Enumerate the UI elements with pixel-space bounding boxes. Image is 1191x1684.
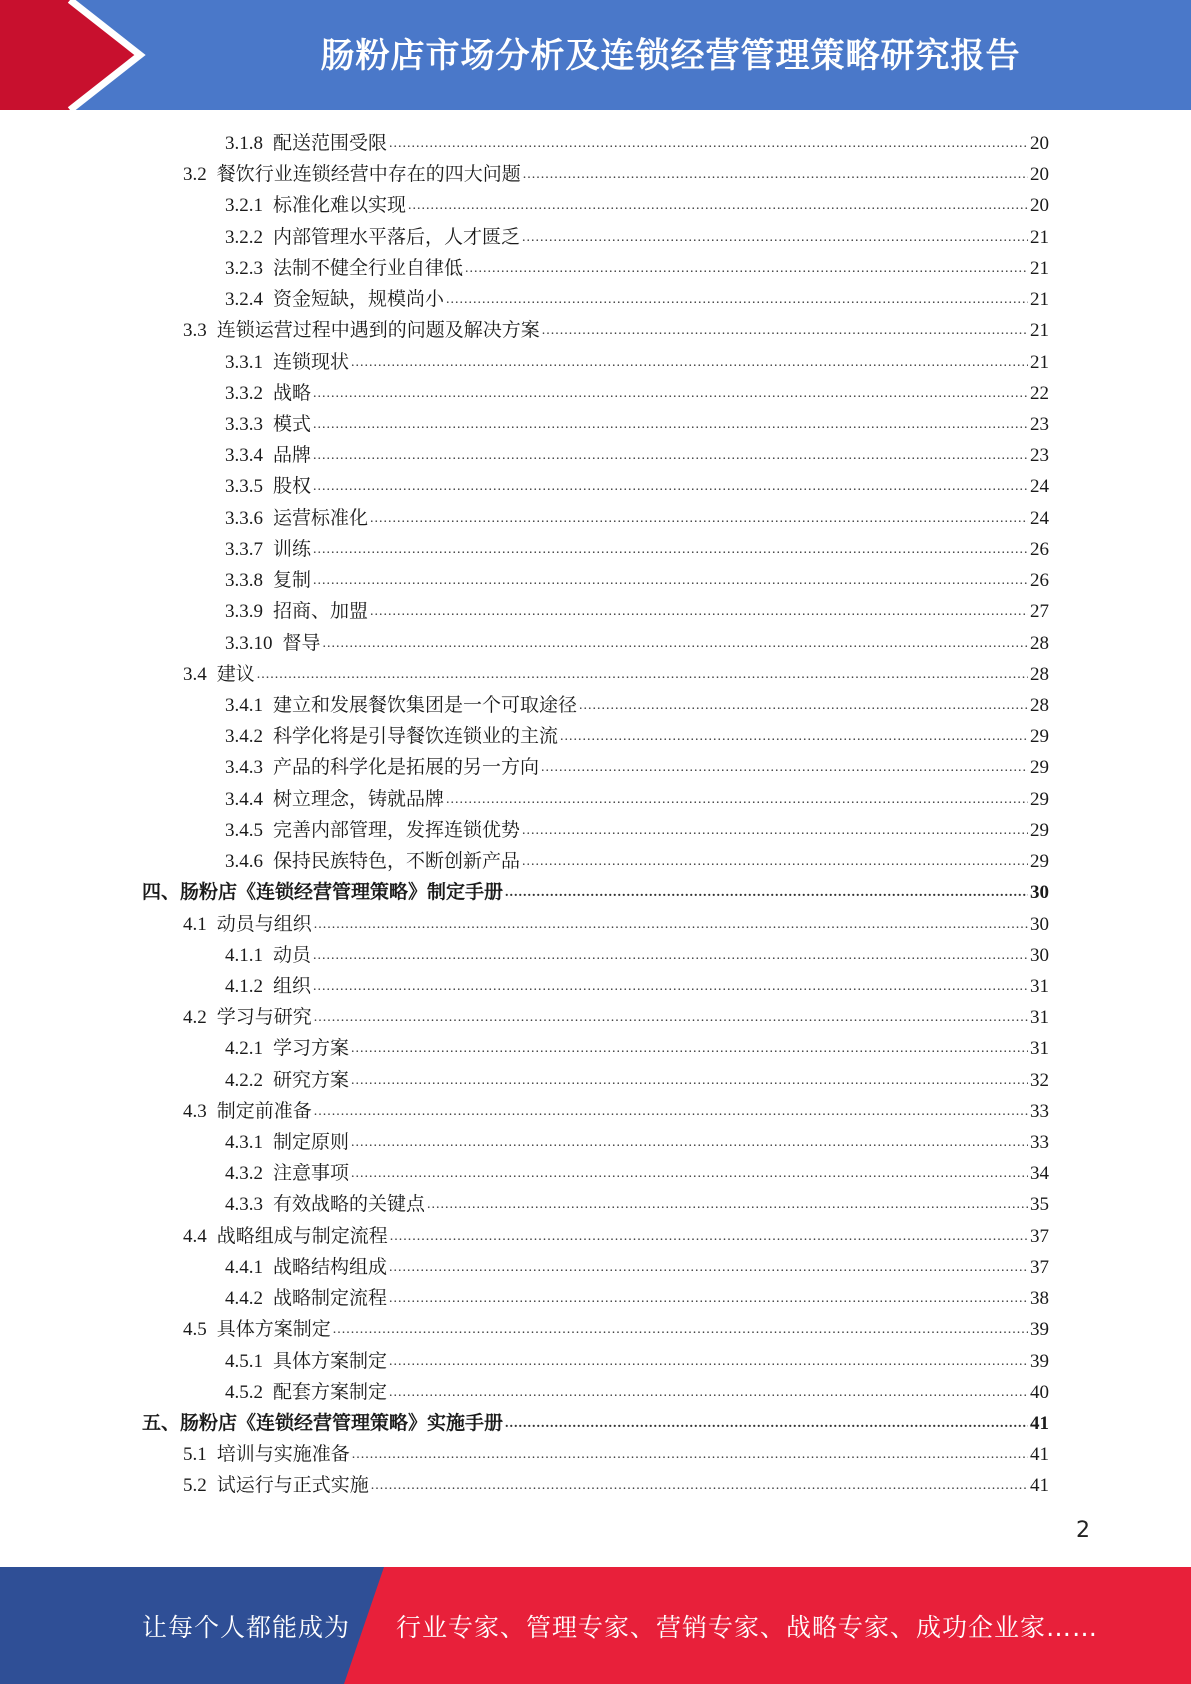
toc-entry-number: 4.4.2 xyxy=(225,1288,263,1310)
toc-entry-page: 40 xyxy=(1030,1381,1049,1403)
toc-leader-dots xyxy=(352,1439,1028,1470)
toc-entry-number: 3.3.6 xyxy=(225,507,263,529)
toc-entry[interactable] xyxy=(225,971,1049,1002)
toc-entry-number: 3.3.2 xyxy=(225,382,263,404)
toc-leader-dots xyxy=(560,721,1028,752)
toc-entry[interactable] xyxy=(183,1470,1049,1501)
toc-entry-page: 30 xyxy=(1030,882,1049,904)
toc-leader-dots xyxy=(522,815,1028,846)
toc-entry[interactable] xyxy=(183,315,1049,346)
toc-leader-dots xyxy=(371,1470,1028,1501)
toc-entry-number: 4.4 xyxy=(183,1225,207,1247)
toc-entry-page: 37 xyxy=(1030,1256,1049,1278)
toc-entry-page: 33 xyxy=(1030,1100,1049,1122)
toc-entry-page: 37 xyxy=(1030,1225,1049,1247)
toc-leader-dots xyxy=(542,315,1028,346)
toc-entry-number: 3.4.4 xyxy=(225,788,263,810)
footer-slogan-right: 行业专家、管理专家、营销专家、战略专家、成功企业家…… xyxy=(396,1612,1099,1642)
toc-entry-page: 20 xyxy=(1030,195,1049,217)
toc-entry-title: 制定前准备 xyxy=(216,1100,312,1122)
toc-entry-page: 41 xyxy=(1030,1413,1049,1435)
toc-leader-dots xyxy=(257,659,1028,690)
toc-entry-number: 3.4.6 xyxy=(225,851,263,873)
toc-entry-page: 41 xyxy=(1030,1475,1049,1497)
toc-entry[interactable] xyxy=(142,877,1049,908)
toc-entry-number: 4.1 xyxy=(183,913,207,935)
toc-entry-page: 26 xyxy=(1030,538,1049,560)
toc-entry-title: 动员与组织 xyxy=(216,913,312,935)
toc-entry-title: 训练 xyxy=(273,538,312,560)
toc-entry-title: 产品的科学化是拓展的另一方向 xyxy=(273,757,540,779)
toc-leader-dots xyxy=(313,440,1028,471)
toc-entry-title: 法制不健全行业自律低 xyxy=(273,257,464,279)
toc-leader-dots xyxy=(313,534,1028,565)
toc-entry[interactable] xyxy=(183,1096,1049,1127)
toc-entry-number: 四、 xyxy=(142,882,181,904)
toc-entry-title: 动员 xyxy=(273,944,312,966)
toc-entry-title: 连锁现状 xyxy=(273,351,350,373)
toc-leader-dots xyxy=(333,1314,1028,1345)
toc-leader-dots xyxy=(579,690,1028,721)
toc-entry-page: 30 xyxy=(1030,944,1049,966)
toc-entry-page: 27 xyxy=(1030,601,1049,623)
toc-entry-page: 39 xyxy=(1030,1350,1049,1372)
toc-leader-dots xyxy=(390,1221,1028,1252)
toc-entry-number: 3.4.2 xyxy=(225,726,263,748)
toc-entry-page: 28 xyxy=(1030,632,1049,654)
toc-entry-title: 完善内部管理，发挥连锁优势 xyxy=(273,819,521,841)
toc-entry-page: 20 xyxy=(1030,133,1049,154)
toc-entry-number: 3.3.9 xyxy=(225,601,263,623)
toc-entry-number: 3.4 xyxy=(183,663,207,685)
toc-entry-page: 24 xyxy=(1030,507,1049,529)
toc-entry[interactable] xyxy=(225,784,1049,815)
toc-entry[interactable] xyxy=(225,440,1049,471)
toc-entry-number: 3.4.3 xyxy=(225,757,263,779)
toc-leader-dots xyxy=(389,128,1028,159)
toc-leader-dots xyxy=(370,503,1028,534)
toc-entry-title: 战略 xyxy=(273,382,312,404)
toc-entry[interactable] xyxy=(142,1408,1049,1439)
toc-entry-title: 督导 xyxy=(282,632,321,654)
toc-leader-dots xyxy=(313,971,1028,1002)
toc-leader-dots xyxy=(465,253,1028,284)
toc-entry-number: 4.5.2 xyxy=(225,1381,263,1403)
toc-entry-title: 制定原则 xyxy=(273,1132,350,1154)
toc-leader-dots xyxy=(505,1408,1028,1439)
toc-entry[interactable] xyxy=(225,190,1049,221)
toc-entry-number: 4.4.1 xyxy=(225,1256,263,1278)
toc-entry-number: 3.3.4 xyxy=(225,445,263,467)
toc-entry-number: 3.3.1 xyxy=(225,351,263,373)
toc-entry-number: 4.2.2 xyxy=(225,1069,263,1091)
toc-entry[interactable] xyxy=(225,1127,1049,1158)
toc-leader-dots xyxy=(313,378,1028,409)
toc-leader-dots xyxy=(522,846,1028,877)
toc-entry-number: 3.2.1 xyxy=(225,195,263,217)
toc-leader-dots xyxy=(446,284,1028,315)
toc-entry[interactable] xyxy=(183,1314,1049,1345)
toc-entry[interactable] xyxy=(225,815,1049,846)
toc-leader-dots xyxy=(522,222,1028,253)
header-arrow-decoration xyxy=(0,0,160,110)
toc-entry-page: 20 xyxy=(1030,164,1049,186)
toc-leader-dots xyxy=(351,1065,1028,1096)
toc-entry[interactable] xyxy=(183,1221,1049,1252)
toc-entry-title: 学习方案 xyxy=(273,1038,350,1060)
toc-leader-dots xyxy=(389,1377,1028,1408)
toc-entry-title: 标准化难以实现 xyxy=(273,195,407,217)
toc-entry-page: 31 xyxy=(1030,1038,1049,1060)
toc-entry[interactable] xyxy=(183,1439,1049,1470)
toc-entry[interactable] xyxy=(183,159,1049,190)
toc-entry-number: 5.1 xyxy=(183,1444,207,1466)
toc-entry-number: 3.2 xyxy=(183,164,207,186)
toc-entry[interactable] xyxy=(225,253,1049,284)
toc-leader-dots xyxy=(314,909,1028,940)
toc-leader-dots xyxy=(314,1002,1028,1033)
toc-entry-page: 23 xyxy=(1030,445,1049,467)
toc-leader-dots xyxy=(323,628,1028,659)
toc-leader-dots xyxy=(313,409,1028,440)
toc-entry[interactable] xyxy=(225,1377,1049,1408)
toc-entry-title: 配套方案制定 xyxy=(273,1381,388,1403)
toc-leader-dots xyxy=(351,1158,1028,1189)
toc-leader-dots xyxy=(389,1252,1028,1283)
toc-entry-page: 24 xyxy=(1030,476,1049,498)
toc-entry-page: 29 xyxy=(1030,851,1049,873)
toc-entry-title: 有效战略的关键点 xyxy=(273,1194,426,1216)
page-footer xyxy=(0,1567,1191,1684)
toc-entry-number: 3.4.5 xyxy=(225,819,263,841)
toc-entry-title: 建立和发展餐饮集团是一个可取途径 xyxy=(273,694,578,716)
toc-leader-dots xyxy=(505,877,1028,908)
toc-entry-page: 28 xyxy=(1030,663,1049,685)
toc-entry-number: 4.3.1 xyxy=(225,1132,263,1154)
toc-entry-title: 配送范围受限 xyxy=(273,133,388,154)
toc-entry-number: 3.3 xyxy=(183,320,207,342)
toc-entry-number: 5.2 xyxy=(183,1475,207,1497)
toc-entry-page: 31 xyxy=(1030,1007,1049,1029)
toc-entry[interactable] xyxy=(225,1189,1049,1220)
toc-entry[interactable] xyxy=(225,1033,1049,1064)
toc-entry-title: 战略组成与制定流程 xyxy=(216,1225,388,1247)
toc-entry-number: 3.2.3 xyxy=(225,257,263,279)
toc-entry-title: 树立理念，铸就品牌 xyxy=(273,788,445,810)
toc-entry[interactable] xyxy=(225,596,1049,627)
toc-entry-number: 3.3.5 xyxy=(225,476,263,498)
toc-entry-number: 3.1.8 xyxy=(225,133,263,154)
toc-entry-number: 4.1.2 xyxy=(225,975,263,997)
toc-entry-title: 注意事项 xyxy=(273,1163,350,1185)
toc-entry-number: 4.2 xyxy=(183,1007,207,1029)
toc-entry-title: 具体方案制定 xyxy=(273,1350,388,1372)
toc-entry-page: 32 xyxy=(1030,1069,1049,1091)
toc-entry-page: 21 xyxy=(1030,289,1049,311)
toc-entry-number: 4.5 xyxy=(183,1319,207,1341)
toc-entry-title: 肠粉店《连锁经营管理策略》制定手册 xyxy=(180,882,504,904)
toc-entry[interactable] xyxy=(225,222,1049,253)
toc-entry-page: 30 xyxy=(1030,913,1049,935)
page-number: 2 xyxy=(1076,1518,1090,1543)
toc-entry-title: 战略结构组成 xyxy=(273,1256,388,1278)
toc-entry[interactable] xyxy=(225,690,1049,721)
toc-leader-dots xyxy=(313,565,1028,596)
toc-entry-page: 21 xyxy=(1030,257,1049,279)
toc-entry[interactable] xyxy=(225,378,1049,409)
toc-entry-number: 4.3.3 xyxy=(225,1194,263,1216)
toc-entry-page: 29 xyxy=(1030,757,1049,779)
toc-entry-page: 41 xyxy=(1030,1444,1049,1466)
toc-leader-dots xyxy=(351,347,1028,378)
toc-entry[interactable] xyxy=(225,284,1049,315)
toc-entry-title: 复制 xyxy=(273,570,312,592)
toc-entry-page: 22 xyxy=(1030,382,1049,404)
toc-entry-page: 34 xyxy=(1030,1163,1049,1185)
toc-entry[interactable] xyxy=(225,940,1049,971)
toc-entry-page: 28 xyxy=(1030,694,1049,716)
toc-entry-page: 39 xyxy=(1030,1319,1049,1341)
toc-leader-dots xyxy=(389,1346,1028,1377)
toc-entry[interactable] xyxy=(183,1002,1049,1033)
toc-entry-page: 23 xyxy=(1030,413,1049,435)
toc-entry[interactable] xyxy=(225,1158,1049,1189)
toc-entry-number: 3.3.10 xyxy=(225,632,273,654)
toc-entry-page: 29 xyxy=(1030,726,1049,748)
toc-entry-title: 建议 xyxy=(216,663,255,685)
toc-entry-title: 招商、加盟 xyxy=(273,601,369,623)
toc-entry-number: 4.2.1 xyxy=(225,1038,263,1060)
toc-entry-title: 组织 xyxy=(273,975,312,997)
toc-entry-title: 品牌 xyxy=(273,445,312,467)
toc-entry-title: 培训与实施准备 xyxy=(216,1444,350,1466)
toc-entry-number: 五、 xyxy=(142,1413,181,1435)
toc-entry-number: 3.2.4 xyxy=(225,289,263,311)
toc-entry-number: 4.3.2 xyxy=(225,1163,263,1185)
toc-leader-dots xyxy=(314,1096,1028,1127)
toc-entry-title: 肠粉店《连锁经营管理策略》实施手册 xyxy=(180,1413,504,1435)
toc-entry[interactable] xyxy=(225,1283,1049,1314)
toc-entry-title: 科学化将是引导餐饮连锁业的主流 xyxy=(273,726,559,748)
toc-entry-page: 29 xyxy=(1030,819,1049,841)
toc-entry-title: 战略制定流程 xyxy=(273,1288,388,1310)
toc-entry[interactable] xyxy=(225,471,1049,502)
toc-entry[interactable] xyxy=(225,347,1049,378)
toc-entry[interactable] xyxy=(225,1252,1049,1283)
toc-entry-page: 29 xyxy=(1030,788,1049,810)
toc-entry-page: 21 xyxy=(1030,351,1049,373)
toc-leader-dots xyxy=(370,596,1028,627)
toc-entry[interactable] xyxy=(225,128,1049,159)
document-title: 肠粉店市场分析及连锁经营管理策略研究报告 xyxy=(320,35,1021,76)
toc-entry-title: 具体方案制定 xyxy=(216,1319,331,1341)
toc-entry-title: 保持民族特色，不断创新产品 xyxy=(273,851,521,873)
toc-entry-page: 38 xyxy=(1030,1288,1049,1310)
toc-entry-number: 3.2.2 xyxy=(225,226,263,248)
toc-entry-number: 4.5.1 xyxy=(225,1350,263,1372)
toc-entry[interactable] xyxy=(225,846,1049,877)
toc-leader-dots xyxy=(389,1283,1028,1314)
toc-entry-number: 3.4.1 xyxy=(225,694,263,716)
toc-leader-dots xyxy=(313,471,1028,502)
toc-entry-page: 31 xyxy=(1030,975,1049,997)
toc-entry[interactable] xyxy=(225,409,1049,440)
toc-leader-dots xyxy=(541,752,1028,783)
toc-leader-dots xyxy=(408,190,1028,221)
toc-entry[interactable] xyxy=(183,659,1049,690)
toc-entry[interactable] xyxy=(225,1065,1049,1096)
toc-entry-title: 连锁运营过程中遇到的问题及解决方案 xyxy=(216,320,540,342)
toc-entry-number: 3.3.3 xyxy=(225,413,263,435)
toc-entry-page: 35 xyxy=(1030,1194,1049,1216)
toc-entry-page: 33 xyxy=(1030,1132,1049,1154)
toc-entry-number: 3.3.8 xyxy=(225,570,263,592)
toc-entry-number: 4.3 xyxy=(183,1100,207,1122)
toc-entry-title: 运营标准化 xyxy=(273,507,369,529)
toc-entry[interactable] xyxy=(225,752,1049,783)
toc-entry[interactable] xyxy=(225,503,1049,534)
toc-entry-title: 模式 xyxy=(273,413,312,435)
toc-entry[interactable] xyxy=(225,534,1049,565)
toc-entry[interactable] xyxy=(225,628,1049,659)
toc-entry-title: 试运行与正式实施 xyxy=(216,1475,369,1497)
toc-entry-title: 研究方案 xyxy=(273,1069,350,1091)
toc-leader-dots xyxy=(523,159,1028,190)
toc-entry[interactable] xyxy=(225,1346,1049,1377)
toc-entry-page: 21 xyxy=(1030,320,1049,342)
toc-entry-title: 股权 xyxy=(273,476,312,498)
toc-leader-dots xyxy=(427,1189,1028,1220)
toc-entry[interactable] xyxy=(225,721,1049,752)
toc-entry-page: 21 xyxy=(1030,226,1049,248)
toc-entry-title: 资金短缺，规模尚小 xyxy=(273,289,445,311)
toc-leader-dots xyxy=(351,1127,1028,1158)
toc-entry-page: 26 xyxy=(1030,570,1049,592)
toc-leader-dots xyxy=(446,784,1028,815)
toc-entry-title: 餐饮行业连锁经营中存在的四大问题 xyxy=(216,164,521,186)
toc-entry[interactable] xyxy=(225,565,1049,596)
toc-leader-dots xyxy=(313,940,1028,971)
footer-slogan-left: 让每个人都能成为 xyxy=(142,1612,351,1642)
toc-leader-dots xyxy=(351,1033,1028,1064)
toc-entry-title: 内部管理水平落后，人才匮乏 xyxy=(273,226,521,248)
toc-entry-title: 学习与研究 xyxy=(216,1007,312,1029)
toc-entry-number: 4.1.1 xyxy=(225,944,263,966)
toc-entry-number: 3.3.7 xyxy=(225,538,263,560)
page-header xyxy=(0,0,1191,110)
toc-entry[interactable] xyxy=(183,909,1049,940)
